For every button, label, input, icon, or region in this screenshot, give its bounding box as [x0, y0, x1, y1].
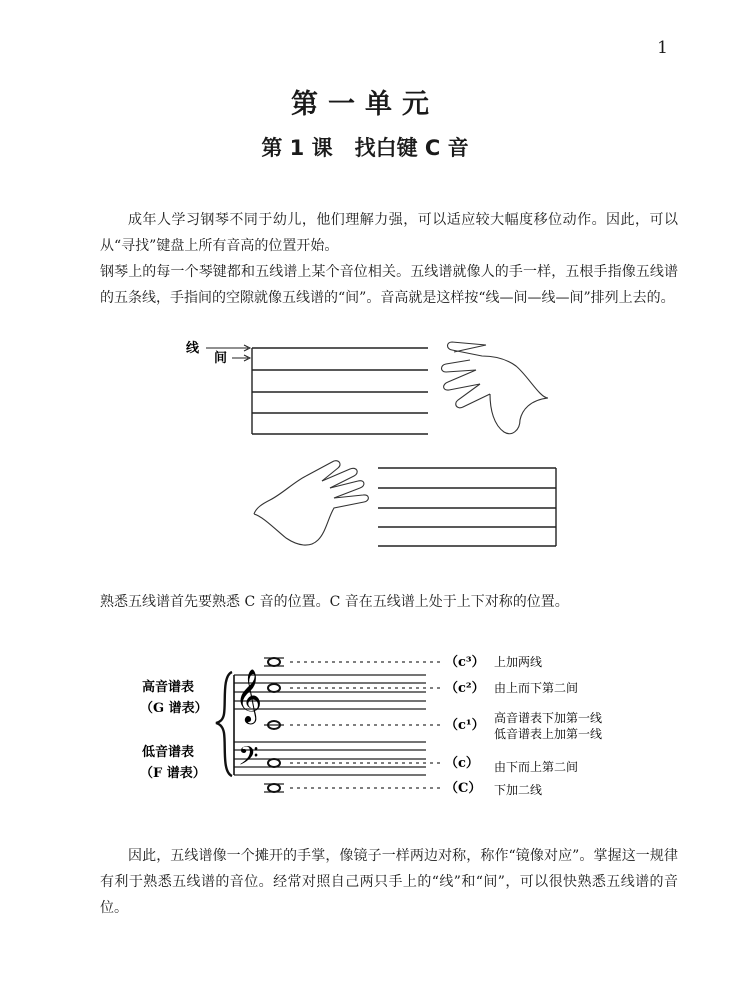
line-label: 线 [186, 341, 200, 356]
note-name-c1: （c¹） [445, 718, 485, 733]
paragraph-c-position: 熟悉五线谱首先要熟悉 C 音的位置。C 音在五线谱上处于上下对称的位置。 [100, 594, 569, 610]
bass-staff-label: 低音谱表 [142, 745, 195, 760]
note-desc-c1-second: 低音谱表上加第一线 [494, 727, 603, 741]
bass-staff-sub: （F 谱表） [140, 766, 206, 781]
staff-brace [216, 672, 232, 776]
lesson-number: 第 1 课 [261, 136, 333, 160]
note-desc-c2: 由上而下第二间 [494, 681, 579, 695]
note-desc-c1: 高音谱表下加第一线 [494, 711, 603, 725]
note-c [268, 759, 280, 767]
note-c3 [268, 658, 280, 666]
paragraph-mirror: 因此，五线谱像一个摊开的手掌，像镜子一样两边对称，称作“镜像对应”。掌握这一规律有利于熟悉五线谱的音位。经常对照自己两只手上的“线”和“间”，可以很快熟悉五线谱的音位。 [100, 848, 678, 916]
treble-staff-lines [234, 675, 426, 709]
note-desc-C: 下加二线 [494, 783, 543, 797]
bass-clef-icon: 𝄢 [238, 740, 259, 778]
unit-title: 第一单元 [291, 89, 439, 120]
note-name-c3: （c³） [445, 655, 485, 670]
note-name-C: （C） [445, 781, 482, 796]
paragraph-intro: 成年人学习钢琴不同于幼儿，他们理解力强，可以适应较大幅度移位动作。因此，可以从“寻找”键盘上所有音高的位置开始。 [100, 212, 678, 254]
treble-staff-sub: （G 谱表） [140, 701, 208, 716]
note-desc-c3: 上加两线 [494, 655, 543, 669]
note-desc-c: 由下而上第二间 [494, 760, 579, 774]
paragraph-hand-analogy: 钢琴上的每一个琴键都和五线谱上某个音位相关。五线谱就像人的手一样，五根手指像五线谱的五条线，手指间的空隙就像五线谱的“间”。音高就是这样按“线—间—线—间”排列上去的。 [100, 264, 678, 306]
page-number: 1 [657, 38, 668, 58]
note-name-c: （c） [445, 756, 479, 771]
lesson-name: 找白键 C 音 [354, 136, 469, 160]
dotted-leaders [290, 662, 444, 788]
treble-clef-icon: 𝄞 [235, 668, 263, 722]
note-C [268, 784, 280, 792]
note-name-c2: （c²） [445, 681, 485, 696]
bass-staff-lines [234, 742, 426, 775]
treble-staff-label: 高音谱表 [142, 680, 195, 695]
space-label: 间 [214, 351, 228, 366]
note-c2 [268, 684, 280, 692]
